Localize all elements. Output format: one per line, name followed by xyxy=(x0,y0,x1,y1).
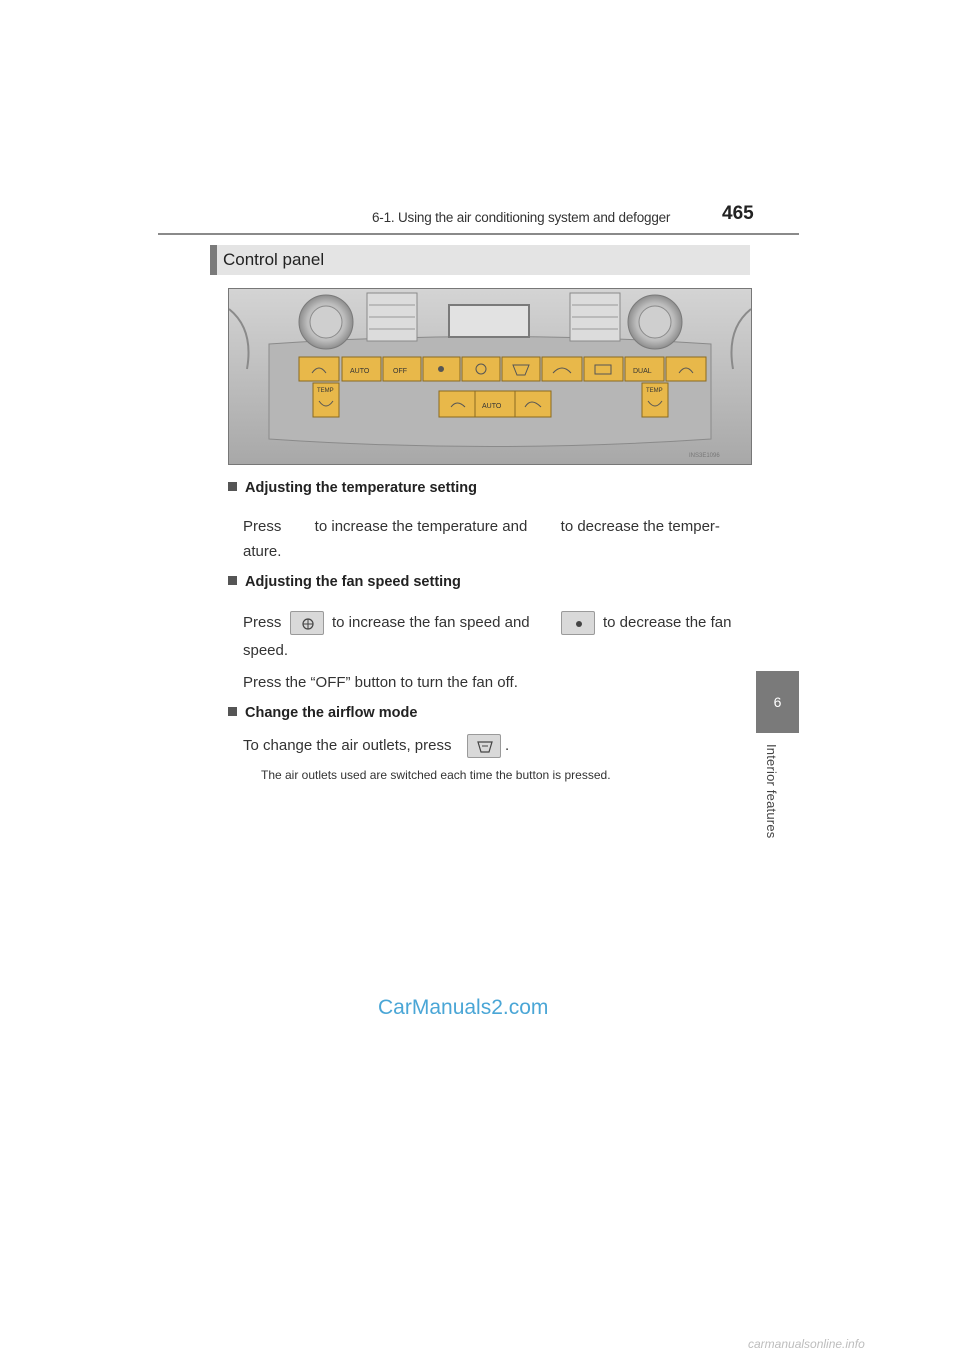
svg-text:TEMP: TEMP xyxy=(317,388,334,394)
control-panel-illustration xyxy=(229,289,751,464)
svg-text:INS3E1096: INS3E1096 xyxy=(689,453,720,459)
svg-text:DUAL: DUAL xyxy=(633,368,652,375)
page-number: 465 xyxy=(722,203,754,224)
left-vent-grille xyxy=(367,293,417,341)
fan-up-inline-button xyxy=(290,611,324,635)
fan-up-button[interactable] xyxy=(462,357,500,381)
fan-off-text: Press the “OFF” button to turn the fan off. xyxy=(243,674,518,691)
airflow-text-end: . xyxy=(505,737,510,754)
watermark-footer: carmanualsonline.info xyxy=(748,1337,865,1351)
header-title: 6-1. Using the air conditioning system and defogger xyxy=(372,210,671,225)
fan-down-inline-button xyxy=(561,611,595,635)
airflow-icon xyxy=(478,742,492,752)
temp-up-left-button[interactable] xyxy=(299,357,339,381)
fan-small-icon xyxy=(576,621,582,627)
temperature-heading: Adjusting the temperature setting xyxy=(228,480,477,496)
header-rule xyxy=(158,233,799,235)
svg-text:AUTO: AUTO xyxy=(350,368,370,375)
airflow-mode-button[interactable] xyxy=(502,357,540,381)
right-vent-grille xyxy=(570,293,620,341)
fan-text-mid: to increase the fan speed and xyxy=(332,614,530,631)
front-defog-button[interactable] xyxy=(542,357,582,381)
svg-text:AUTO: AUTO xyxy=(482,403,502,410)
airflow-note: The air outlets used are switched each time the button is pressed. xyxy=(261,768,611,782)
display-screen xyxy=(449,305,529,337)
fan-text-end: to decrease the fan xyxy=(603,614,732,631)
temp-up-right-button[interactable] xyxy=(666,357,706,381)
svg-text:TEMP: TEMP xyxy=(646,388,663,394)
fan-heading: Adjusting the fan speed setting xyxy=(228,574,461,590)
watermark-center: CarManuals2.com xyxy=(378,996,549,1019)
temperature-text-line1: Press to increase the temperature and to decrease the temper- xyxy=(243,518,720,535)
airflow-heading: Change the airflow mode xyxy=(228,705,417,721)
fan-text-line2: speed. xyxy=(243,642,289,659)
temperature-text-line2: ature. xyxy=(243,543,282,560)
rear-defog-button[interactable] xyxy=(584,357,623,381)
airflow-text: To change the air outlets, press xyxy=(243,737,452,754)
svg-text:OFF: OFF xyxy=(393,368,407,375)
chapter-label: Interior features xyxy=(764,744,779,839)
chapter-tab[interactable]: 6 xyxy=(756,671,799,733)
section-title: Control panel xyxy=(223,250,325,269)
airflow-inline-button xyxy=(467,734,501,758)
control-panel-figure xyxy=(228,288,752,465)
top-button-row xyxy=(299,357,706,381)
fan-text-press: Press xyxy=(243,614,282,631)
section-bar xyxy=(210,245,750,275)
